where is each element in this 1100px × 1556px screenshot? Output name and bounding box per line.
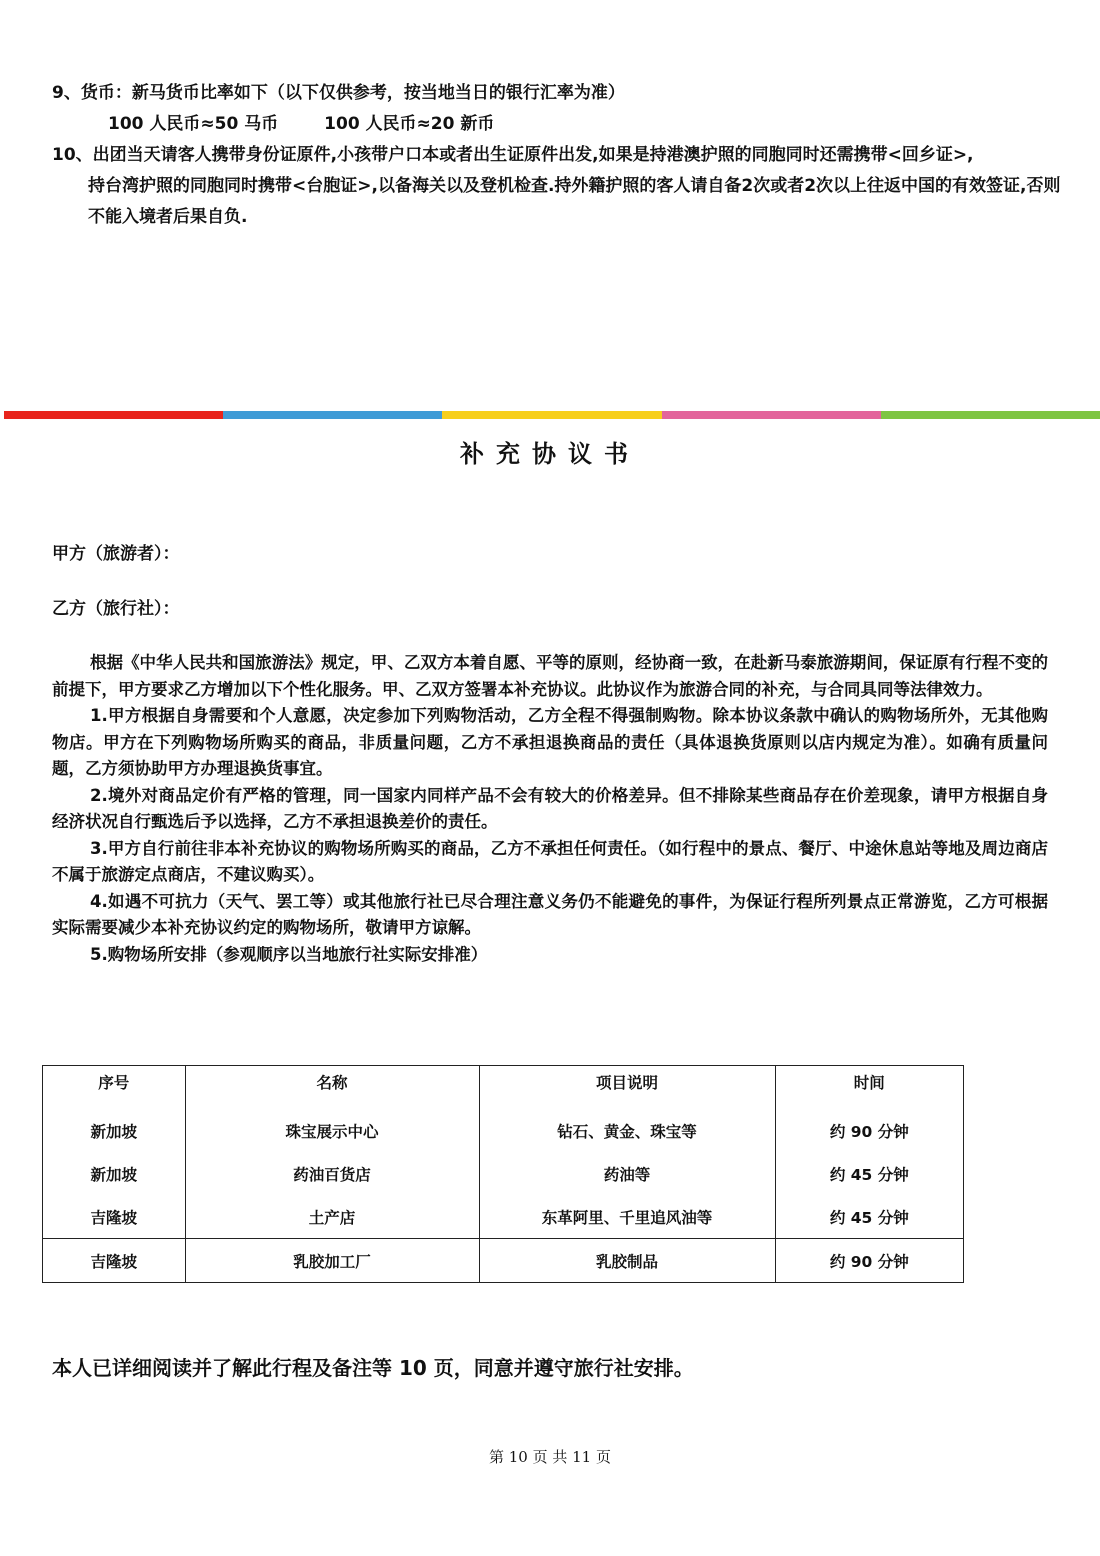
paragraph-clause-2: 2.境外对商品定价有严格的管理，同一国家内同样产品不会有较大的价格差异。但不排除某些商品存在价差现象，请甲方根据自身经济状况自行甄选后予以选择，乙方不承担退换差价的责任。 bbox=[52, 785, 1048, 831]
page-number: 第 10 页 共 11 页 bbox=[488, 1448, 611, 1466]
cell-shop-name: 土产店 bbox=[185, 1195, 479, 1239]
table-row bbox=[43, 1152, 964, 1195]
header-description: 项目说明 bbox=[479, 1066, 775, 1110]
divider-segment-blue bbox=[223, 411, 442, 419]
divider-segment-pink bbox=[662, 411, 881, 419]
currency-rates bbox=[52, 109, 1062, 140]
shopping-schedule-table bbox=[42, 1065, 964, 1283]
cell-description: 东革阿里、千里追风油等 bbox=[479, 1195, 775, 1239]
confirmation-statement: 本人已详细阅读并了解此行程及备注等 10 页，同意并遵守旅行社安排。 bbox=[52, 1356, 694, 1380]
divider-segment-red bbox=[4, 411, 223, 419]
paragraph-clause-1: 1.甲方根据自身需要和个人意愿，决定参加下列购物活动，乙方全程不得强制购物。除本协议条款中确认的购物场所外，无其他购物店。甲方在下列购物场所购买的商品，非质量问题，乙方不承担退换商品的责任（具体退换货原则以店内规定为准）。如确有质量问题，乙方须协助甲方办理退换货事宜。 bbox=[52, 706, 1048, 778]
header-time: 时间 bbox=[775, 1066, 963, 1110]
cell-duration: 约 45 分钟 bbox=[775, 1152, 963, 1195]
cell-description: 乳胶制品 bbox=[479, 1239, 775, 1283]
note-item-9: 9、货币：新马货币比率如下（以下仅供参考，按当地当日的银行汇率为准） bbox=[52, 83, 625, 103]
party-a-label: 甲方（旅游者）： bbox=[52, 544, 180, 564]
note-item-10-line2: 持台湾护照的同胞同时携带<台胞证>,以备海关以及登机检查.持外籍护照的客人请自备2次或者2次以上往返中国的有效签证,否则不能入境者后果自负. bbox=[88, 176, 1061, 227]
table-row bbox=[43, 1195, 964, 1239]
table-header-row bbox=[43, 1066, 964, 1110]
party-b-label: 乙方（旅行社）： bbox=[52, 599, 180, 619]
cell-location: 新加坡 bbox=[43, 1109, 186, 1152]
table-row bbox=[43, 1239, 964, 1283]
travel-notes bbox=[52, 78, 1062, 233]
cell-description: 药油等 bbox=[479, 1152, 775, 1195]
cell-duration: 约 45 分钟 bbox=[775, 1195, 963, 1239]
paragraph-intro: 根据《中华人民共和国旅游法》规定，甲、乙双方本着自愿、平等的原则，经协商一致，在赴新马泰旅游期间，保证原有行程不变的前提下，甲方要求乙方增加以下个性化服务。甲、乙双方签署本补充协议。此协议作为旅游合同的补充，与合同具同等法律效力。 bbox=[52, 653, 1048, 699]
table-row bbox=[43, 1109, 964, 1152]
cell-shop-name: 乳胶加工厂 bbox=[185, 1239, 479, 1283]
agreement-body bbox=[52, 650, 1048, 968]
note-item-10-line1: 10、出团当天请客人携带身份证原件,小孩带户口本或者出生证原件出发,如果是持港澳护照的同胞同时还需携带<回乡证>, bbox=[52, 145, 974, 165]
divider-segment-yellow bbox=[442, 411, 661, 419]
rate-myr: 100 人民币≈50 马币 bbox=[108, 114, 279, 134]
cell-location: 吉隆坡 bbox=[43, 1195, 186, 1239]
cell-duration: 约 90 分钟 bbox=[775, 1109, 963, 1152]
cell-location: 吉隆坡 bbox=[43, 1239, 186, 1283]
divider-segment-green bbox=[881, 411, 1100, 419]
paragraph-clause-4: 4.如遇不可抗力（天气、罢工等）或其他旅行社已尽合理注意义务仍不能避免的事件，为保证行程所列景点正常游览，乙方可根据实际需要减少本补充协议约定的购物场所，敬请甲方谅解。 bbox=[52, 891, 1048, 937]
header-name: 名称 bbox=[185, 1066, 479, 1110]
agreement-title: 补充协议书 bbox=[460, 440, 640, 468]
rate-sgd: 100 人民币≈20 新币 bbox=[324, 114, 495, 134]
cell-shop-name: 珠宝展示中心 bbox=[185, 1109, 479, 1152]
cell-shop-name: 药油百货店 bbox=[185, 1152, 479, 1195]
paragraph-clause-3: 3.甲方自行前往非本补充协议的购物场所购买的商品，乙方不承担任何责任。（如行程中的景点、餐厅、中途休息站等地及周边商店不属于旅游定点商店，不建议购买）。 bbox=[52, 838, 1048, 884]
cell-location: 新加坡 bbox=[43, 1152, 186, 1195]
paragraph-clause-5: 5.购物场所安排（参观顺序以当地旅行社实际安排准） bbox=[90, 944, 488, 964]
rainbow-divider bbox=[4, 411, 1100, 419]
cell-duration: 约 90 分钟 bbox=[775, 1239, 963, 1283]
header-seq: 序号 bbox=[43, 1066, 186, 1110]
cell-description: 钻石、黄金、珠宝等 bbox=[479, 1109, 775, 1152]
